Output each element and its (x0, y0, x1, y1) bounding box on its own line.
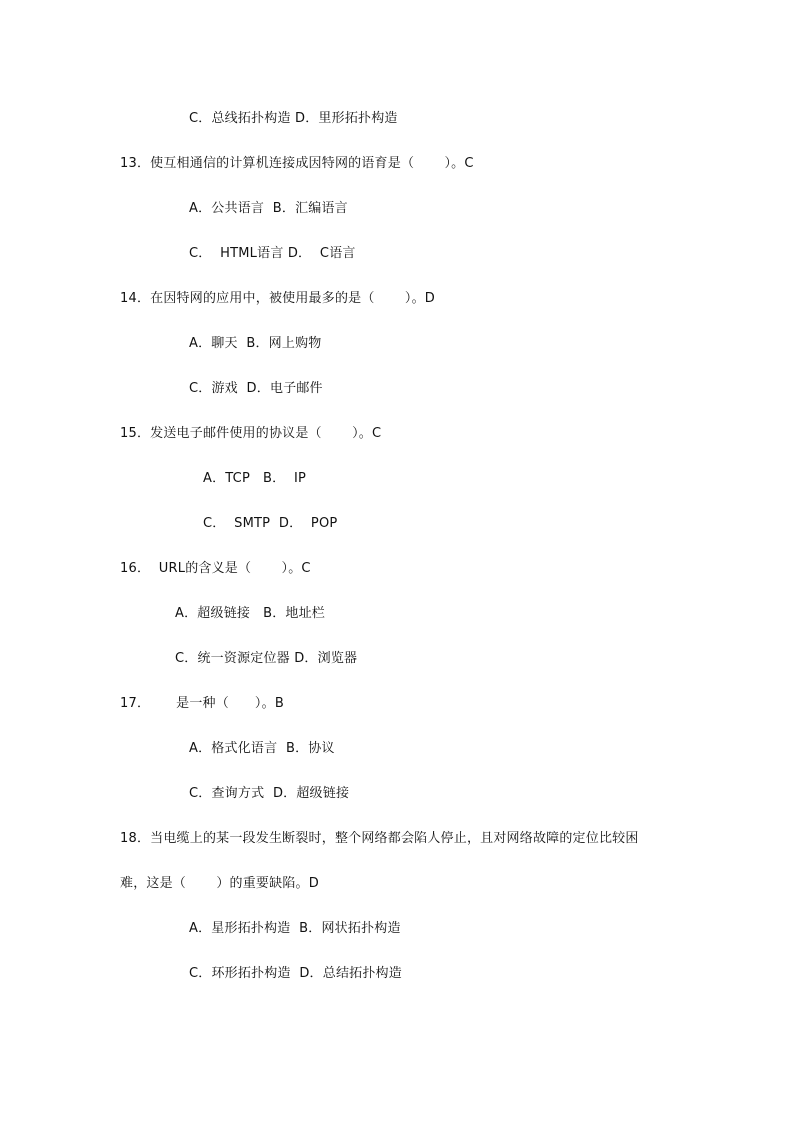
q15-option-ab: A．TCP B． IP (203, 471, 307, 486)
q17-option-cd: C．查询方式 D．超级链接 (189, 786, 350, 801)
q16-option-cd: C．统一资源定位器 D．浏览器 (175, 651, 358, 666)
q18-option-ab: A．星形拓扑构造 B．网状拓扑构造 (189, 921, 401, 936)
q16-option-ab: A．超级链接 B．地址栏 (175, 606, 326, 621)
q13-option-ab: A．公共语言 B．汇编语言 (189, 201, 348, 216)
q16-question: 16． URL的含义是（ ）。C (120, 561, 311, 576)
q14-question: 14．在因特网的应用中，被使用最多的是（ ）。D (120, 291, 435, 306)
q15-question: 15．发送电子邮件使用的协议是（ ）。C (120, 426, 382, 441)
q13-option-cd: C． HTML语言 D． C语言 (189, 246, 356, 261)
q14-option-ab: A．聊天 B．网上购物 (189, 336, 322, 351)
q13-question: 13．使互相通信的计算机连接成因特网的语育是（ ）。C (120, 156, 474, 171)
q18-option-cd: C．环形拓扑构造 D．总结拓扑构造 (189, 966, 402, 981)
q14-option-cd: C．游戏 D．电子邮件 (189, 381, 323, 396)
q18-question-line2: 难，这是（ ）的重要缺陷。D (120, 876, 319, 891)
q17-question: 17． 是一种（ ）。B (120, 696, 284, 711)
q17-option-ab: A．格式化语言 B．协议 (189, 741, 335, 756)
q18-question-line1: 18．当电缆上的某一段发生断裂时，整个网络都会陷人停止，且对网络故障的定位比较困 (120, 831, 639, 846)
q12-option-cd: C．总线拓扑构造 D．里形拓扑构造 (189, 111, 398, 126)
q15-option-cd: C． SMTP D． POP (203, 516, 338, 531)
